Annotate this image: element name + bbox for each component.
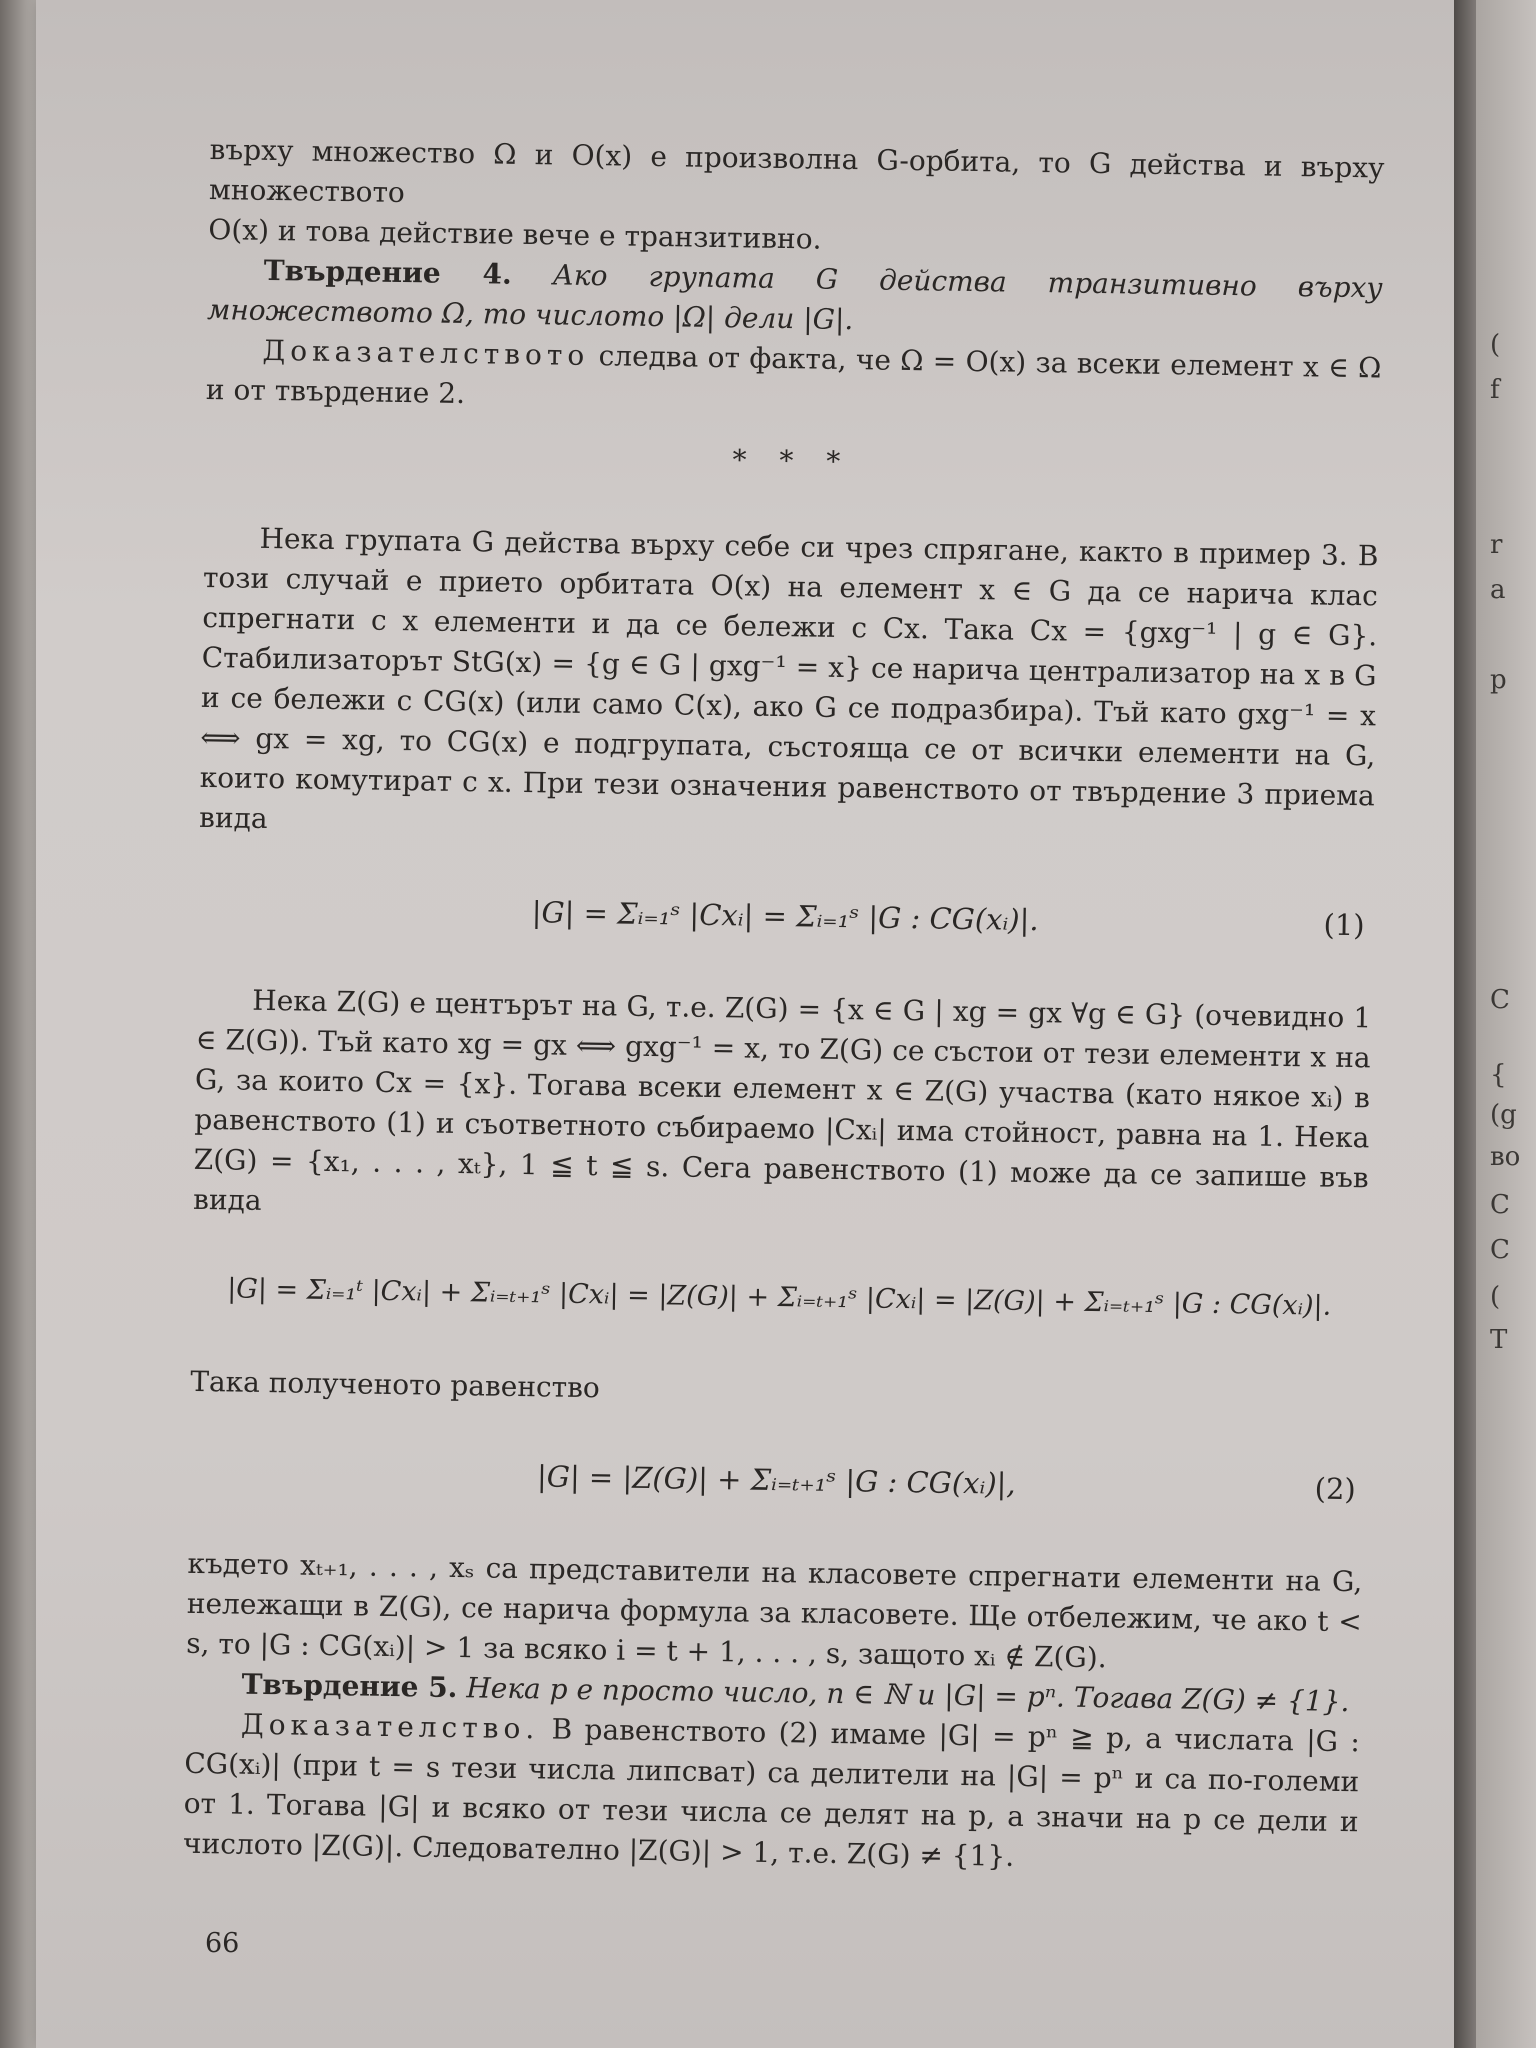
statement-label: Твърдение 5.: [241, 1667, 458, 1705]
text-line: върху множество Ω и O(x) е произволна G-орбита, то G действа и върху множеството: [208, 132, 1385, 210]
equation-text: |G| = Σᵢ₌₁ᵗ |Cxᵢ| + Σᵢ₌ₜ₊₁ˢ |Cxᵢ| = |Z(G)| + Σᵢ₌ₜ₊₁ˢ |Cxᵢ| = |Z(G)| + Σᵢ₌ₜ₊₁ˢ |G : CG(xᵢ)|.: [226, 1273, 1332, 1322]
equation-number: (1): [1323, 907, 1365, 943]
equation-1: [197, 852, 1374, 980]
next-page-fragment: (g: [1490, 1100, 1517, 1130]
next-page-edge: [1476, 0, 1536, 2048]
book-gutter: [1454, 0, 1476, 2048]
page-text: [183, 130, 1385, 1882]
statement-label: Твърдение 4.: [263, 253, 513, 291]
paragraph-center: Нека Z(G) е центърът на G, т.е. Z(G) = {x ∈ G | xg = gx ∀g ∈ G} (очевидно 1 ∈ Z(G)). Тъй като xg = gx ⟺ gxg⁻¹ = x, то Z(G) се състои от тези елементи x на G, за които Cx = {x}. Тогава всеки елемент x ∈ Z(G) участва (като някое xᵢ) в равенството (1) и съответното събираемо |Cxᵢ| има стойност, равна на 1. Нека Z(G) = {x₁, . . . , xₜ}, 1 ≦ t ≦ s. Сега равенството (1) може да се запише във вида: [192, 983, 1372, 1217]
next-page-fragment: {: [1490, 1060, 1507, 1090]
next-page-fragment: C: [1490, 1190, 1510, 1220]
intro-text: [208, 130, 1385, 268]
proof-5: [183, 1704, 1360, 1882]
proof-label: Доказателство.: [240, 1707, 540, 1746]
next-page-fragment: a: [1490, 575, 1506, 605]
page-number: 66: [205, 1928, 240, 1959]
text-line: O(x) и това действие вече е транзитивно.: [208, 212, 822, 256]
proof-text: В равенството (2) имаме |G| = pⁿ ≧ p, а числата |G : CG(xᵢ)| (при t = s тези числа липсват) са делители на |G| = pⁿ и са по-големи от 1. Тогава |G| и всяко от тези числа се делят на p, а значи на p се дели и числото |Z(G)|. Следователно |Z(G)| > 1, т.е. Z(G) ≠ {1}.: [182, 1712, 1361, 1873]
equation-2: [188, 1416, 1365, 1544]
equation-expanded: [191, 1234, 1368, 1362]
next-page-fragment: T: [1490, 1325, 1508, 1355]
next-page-fragment: во: [1490, 1142, 1521, 1172]
proof-text: следва от факта, че Ω = O(x) за всеки елемент x ∈ Ω и от твърдение 2.: [205, 339, 1382, 411]
statement-text: Нека p е просто число, n ∈ ℕ и |G| = pⁿ. Тогава Z(G) ≠ {1}.: [466, 1671, 1350, 1719]
proof-4: [206, 330, 1382, 428]
next-page-fragment: (: [1490, 330, 1501, 360]
paragraph-classes: където xₜ₊₁, . . . , xₛ са представители на класовете спрегнати елементи на G, нележащи в Z(G), се нарича формула за класовете. Ще отбележим, че ако t < s, то |G : CG(xᵢ)| > 1 за всяко i = t + 1, . . . , s, защото xᵢ ∉ Z(G).: [185, 1546, 1363, 1675]
equation-number: (2): [1314, 1471, 1357, 1507]
section-separator: * * *: [732, 443, 853, 479]
next-page-fragment: C: [1490, 985, 1510, 1015]
next-page-fragment: p: [1490, 665, 1507, 695]
statement-text: Ако групата G действа транзитивно върху множеството Ω, то числото |Ω| дели |G|.: [206, 258, 1383, 337]
paragraph-conjugation: Нека групата G действа върху себе си чрез спрягане, както в пример 3. В този случай е прието орбитата O(x) на елемент x ∈ G да се нарича клас спрегнати с x елементи и да се бележи с Cx. Така Cx = {gxg⁻¹ | g ∈ G}. Стабилизаторът StG(x) = {g ∈ G | gxg⁻¹ = x} се нарича централизатор на x в G и се бележи с CG(x) (или само C(x), ако G се подразбира). Тъй като gxg⁻¹ = x ⟺ gx = xg, то CG(x) е подгрупата, състояща се от всички елементи на G, които комутират с x. При тези означения равенството от твърдение 3 приема вида: [198, 521, 1379, 835]
proof-label: Доказателството: [262, 333, 590, 372]
equation-text: |G| = |Z(G)| + Σᵢ₌ₜ₊₁ˢ |G : CG(xᵢ)|,: [536, 1459, 1016, 1501]
text-line: Така полученото равенство: [190, 1364, 601, 1405]
next-page-fragment: r: [1490, 530, 1503, 560]
next-page-fragment: f: [1490, 375, 1500, 405]
equation-text: |G| = Σᵢ₌₁ˢ |Cxᵢ| = Σᵢ₌₁ˢ |G : CG(xᵢ)|.: [531, 895, 1039, 938]
next-page-fragment: C: [1490, 1235, 1510, 1265]
next-page-fragment: (: [1490, 1282, 1501, 1312]
